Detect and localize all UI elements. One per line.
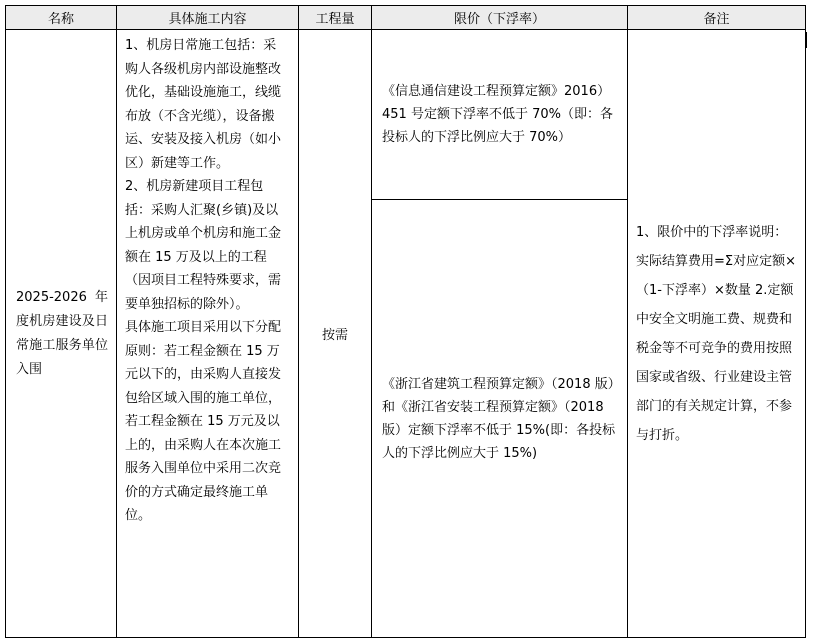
table-row xyxy=(6,30,806,200)
limit-zhejiang-cell: 《浙江省建筑工程预算定额》（2018 版）和《浙江省安装工程预算定额》（2018 版）定额下浮率不低于 15%(即：各投标人的下浮比例应大于 15%) xyxy=(372,200,628,638)
header-name: 名称 xyxy=(6,6,117,30)
construction-table xyxy=(5,5,806,638)
content-paragraph-2: 2、机房新建项目工程包括：采购人汇聚(乡镇)及以上机房或单个机房和施工金额在 15 万及以上的工程（因项目工程特殊要求，需要单独招标的除外）。 xyxy=(125,179,282,312)
header-note: 备注 xyxy=(628,6,806,30)
text-cursor xyxy=(806,32,807,48)
note-cell: 1、限价中的下浮率说明：实际结算费用=Σ对应定额×（1-下浮率）×数量 2.定额中安全文明施工费、规费和税金等不可竞争的费用按照国家或省级、行业建设主管部门的有关规定计算，不参与打折。 xyxy=(628,30,806,638)
header-content: 具体施工内容 xyxy=(117,6,299,30)
content-paragraph-3: 具体施工项目采用以下分配原则：若工程金额在 15 万元以下的，由采购人直接发包给区域入围的施工单位，若工程金额在 15 万元及以上的，由采购人在本次施工服务入围单位中采用二次竞价的方式确定最终施工单位。 xyxy=(125,320,282,523)
content-paragraph-1: 1、机房日常施工包括：采购人各级机房内部设施整改优化，基础设施施工，线缆布放（不含光缆），设备搬运、安装及接入机房（如小区）新建等工作。 xyxy=(125,38,282,171)
quantity-cell: 按需 xyxy=(299,30,372,638)
project-name-cell: 2025-2026 年度机房建设及日常施工服务单位入围 xyxy=(6,30,117,638)
header-limit: 限价（下浮率） xyxy=(372,6,628,30)
header-quantity: 工程量 xyxy=(299,6,372,30)
limit-telecom-cell: 《信息通信建设工程预算定额》2016）451 号定额下浮率不低于 70%（即：各投标人的下浮比例应大于 70%） xyxy=(372,30,628,200)
header-row xyxy=(6,6,806,30)
work-content-cell xyxy=(117,30,299,638)
